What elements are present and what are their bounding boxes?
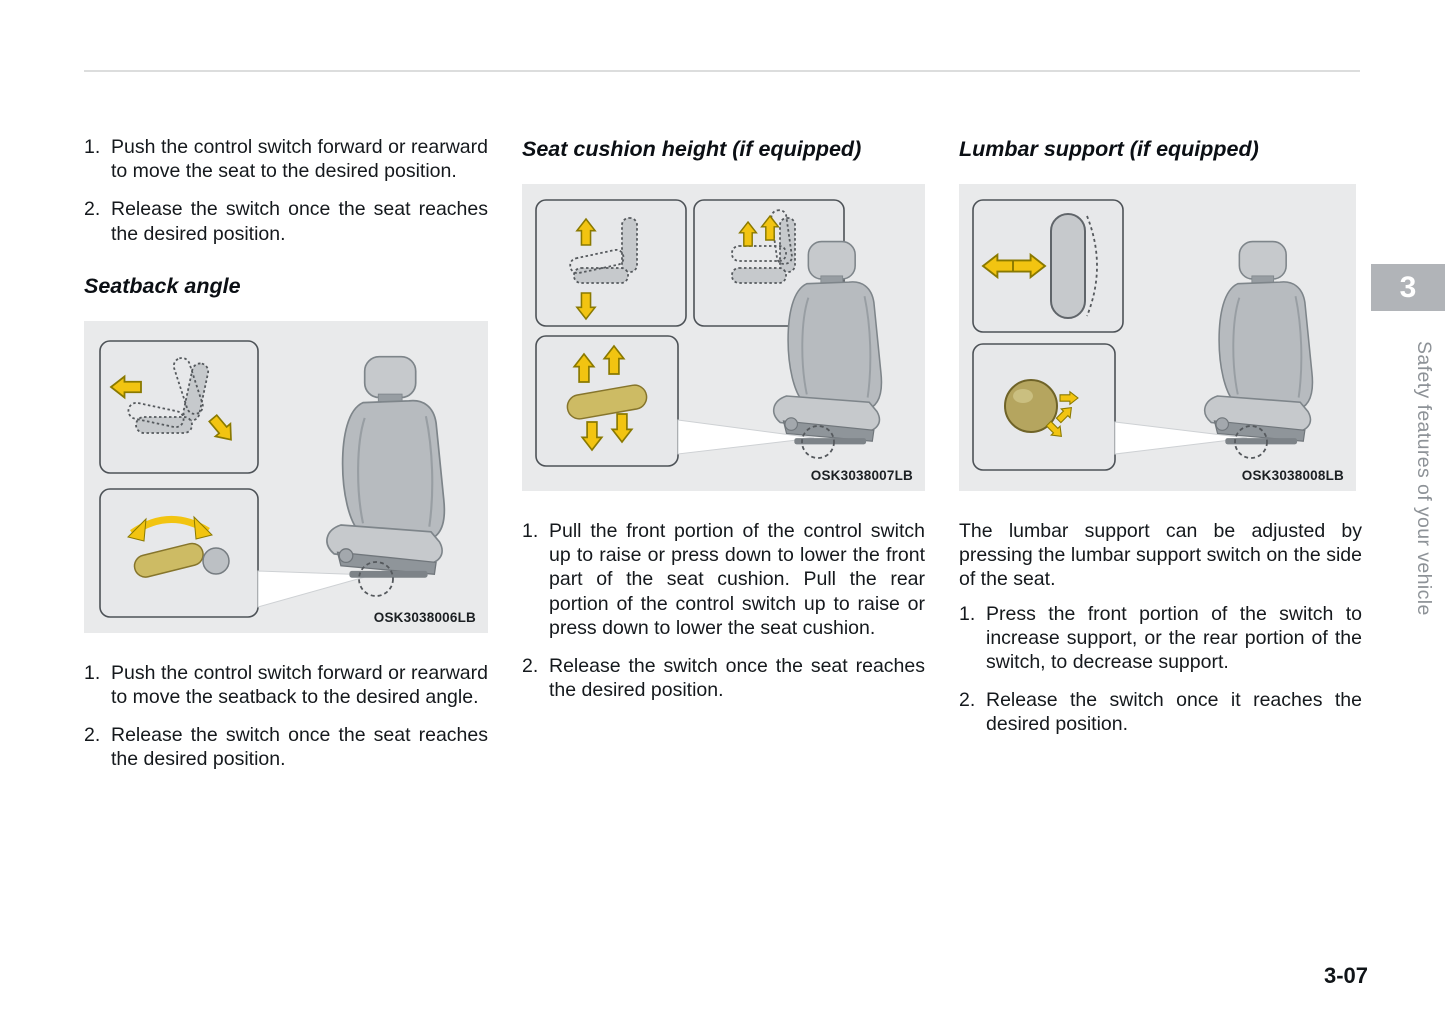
lumbar-support-intro: The lumbar support can be adjusted by pressing the lumbar support switch on the side of the seat. <box>959 520 1362 591</box>
section-heading-seat-cushion-height: Seat cushion height (if equipped) <box>522 137 862 161</box>
chapter-tab: 3 <box>1371 264 1445 311</box>
section-heading-lumbar-support: Lumbar support (if equipped) <box>959 137 1259 161</box>
lumbar-support-steps <box>959 602 1362 737</box>
list-text: Release the switch once the seat reaches the desired position. <box>111 198 488 245</box>
top-rule <box>84 70 1360 72</box>
list-text: Release the switch once the seat reaches the desired position. <box>549 654 925 702</box>
list-text: Pull the front portion of the control switch up to raise or press down to lower the front part of the seat cushion. Pull the rear portion of the control switch up to raise or press down to lower the seat cushion. <box>549 520 925 639</box>
seatback-angle-steps <box>84 661 488 772</box>
chapter-sidebar-label: Safety features of your vehicle <box>1413 341 1435 616</box>
list-item <box>959 688 1362 736</box>
seatback-angle-illustration <box>84 321 488 633</box>
list-number: 2. <box>522 654 539 677</box>
list-text: Press the front portion of the switch to increase support, or the rear portion of the switch, to decrease support. <box>986 602 1362 673</box>
list-item <box>84 723 488 771</box>
figure-lumbar-support <box>959 184 1356 491</box>
list-number: 1. <box>959 602 976 625</box>
list-item <box>84 135 488 183</box>
list-text: Release the switch once the seat reaches the desired position. <box>111 724 488 771</box>
list-number: 1. <box>84 136 101 158</box>
content-column-1 <box>84 135 488 771</box>
figure-caption: OSK3038008LB <box>1241 468 1344 483</box>
seat-cushion-steps <box>522 519 925 702</box>
page-number: 3-07 <box>1323 963 1368 988</box>
figure-seatback-angle <box>84 321 488 633</box>
list-number: 2. <box>959 689 976 712</box>
section-heading-seatback-angle: Seatback angle <box>84 273 241 298</box>
list-number: 2. <box>84 724 101 747</box>
list-text: Push the control switch forward or rearward to move the seat to the desired position. <box>111 136 488 183</box>
list-number: 1. <box>522 520 539 542</box>
list-text: Release the switch once it reaches the desired position. <box>986 689 1362 736</box>
content-column-2 <box>522 135 925 702</box>
figure-caption: OSK3038007LB <box>810 468 913 483</box>
lumbar-support-illustration <box>959 184 1356 491</box>
list-number: 1. <box>84 661 101 684</box>
content-column-3 <box>959 135 1362 736</box>
list-text: Push the control switch forward or rearward to move the seatback to the desired angle. <box>111 661 488 708</box>
figure-seat-cushion-height <box>522 184 925 491</box>
seat-cushion-height-illustration <box>522 184 925 491</box>
list-item <box>959 602 1362 675</box>
figure-caption: OSK3038006LB <box>373 609 476 625</box>
list-item <box>522 654 925 702</box>
list-number: 2. <box>84 198 101 221</box>
list-item <box>84 197 488 245</box>
list-item <box>84 661 488 709</box>
list-item <box>522 519 925 640</box>
seat-position-steps <box>84 135 488 246</box>
